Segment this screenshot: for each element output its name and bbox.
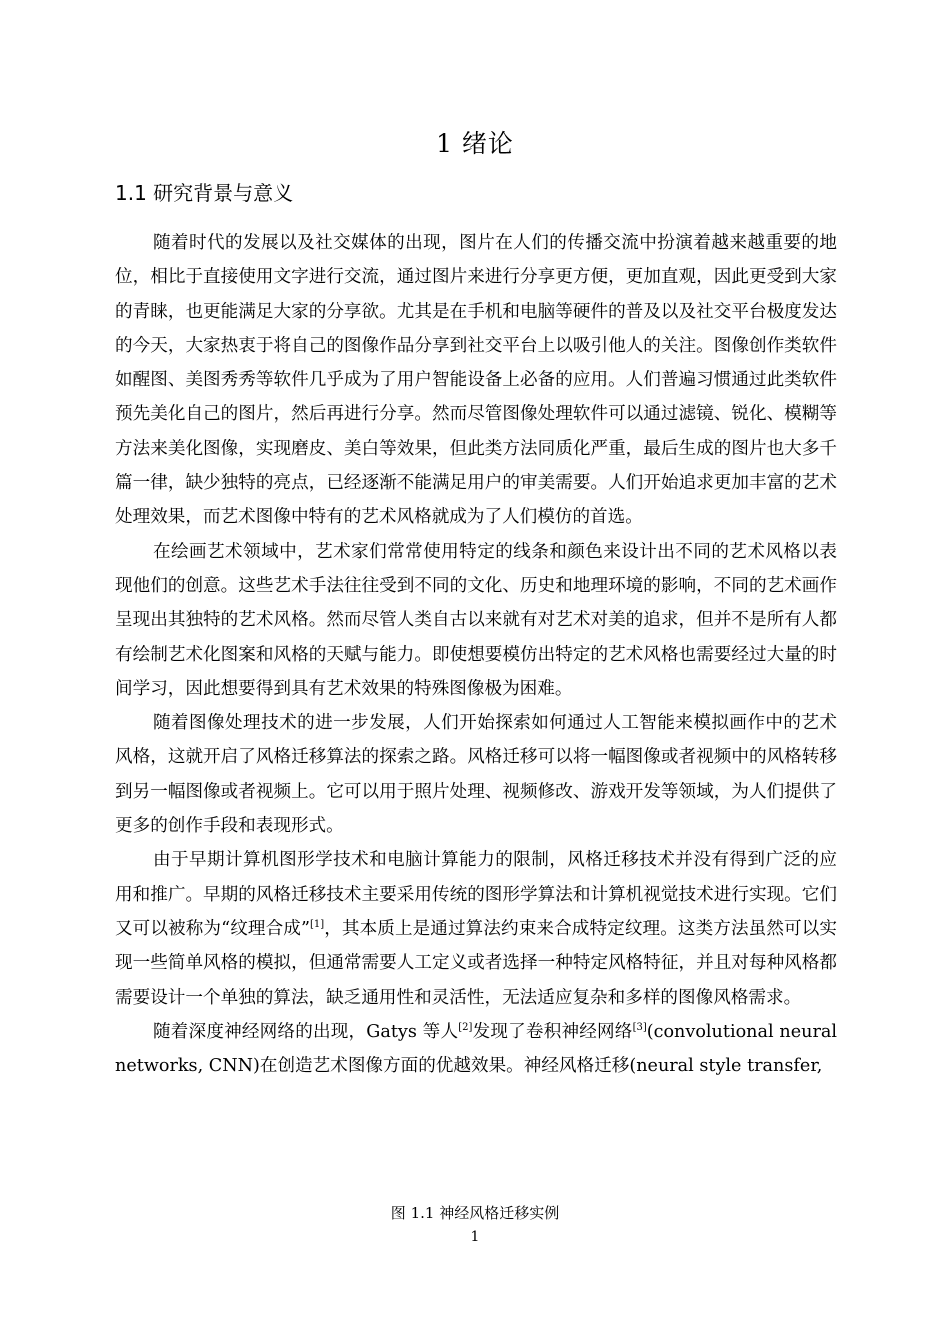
paragraph-4: [115, 843, 837, 1014]
body-text: [115, 226, 837, 1083]
figure-caption: 图 1.1 神经风格迁移实例: [390, 1204, 560, 1222]
paragraph-3: 随着图像处理技术的进一步发展，人们开始探索如何通过人工智能来模拟画作中的艺术风格，这就开启了风格迁移算法的探索之路。风格迁移可以将一幅图像或者视频中的风格转移到另一幅图像或者视频上。它可以用于照片处理、视频修改、游戏开发等领域，为人们提供了更多的创作手段和表现形式。: [115, 713, 837, 837]
chapter-title: 1 绪论: [436, 129, 514, 158]
paragraph-5-text-b: 发现了卷积神经网络: [472, 1021, 633, 1042]
paragraph-5: [115, 1015, 837, 1084]
paragraph-2: 在绘画艺术领域中，艺术家们常常使用特定的线条和颜色来设计出不同的艺术风格以表现他们的创意。这些艺术手法往往受到不同的文化、历史和地理环境的影响，不同的艺术画作呈现出其独特的艺术风格。然而尽管人类自古以来就有对艺术对美的追求，但并不是所有人都有绘制艺术化图案和风格的天赋与能力。即使想要模仿出特定的艺术风格也需要经过大量的时间学习，因此想要得到具有艺术效果的特殊图像极为困难。: [115, 541, 837, 699]
paragraph-1: 随着时代的发展以及社交媒体的出现，图片在人们的传播交流中扮演着越来越重要的地位，相比于直接使用文字进行交流，通过图片来进行分享更方便，更加直观，因此更受到大家的青睐，也更能满足大家的分享欲。尤其是在手机和电脑等硬件的普及以及社交平台极度发达的今天，大家热衷于将自己的图像作品分享到社交平台上以吸引他人的关注。图像创作类软件如醒图、美图秀秀等软件几乎成为了用户智能设备上必备的应用。人们普遍习惯通过此类软件预先美化自己的图片，然后再进行分享。然而尽管图像处理软件可以通过滤镜、锐化、模糊等方法来美化图像，实现磨皮、美白等效果，但此类方法同质化严重，最后生成的图片也大多千篇一律，缺少独特的亮点，已经逐渐不能满足用户的审美需要。人们开始追求更加丰富的艺术处理效果，而艺术图像中特有的艺术风格就成为了人们模仿的首选。: [115, 233, 837, 528]
citation-ref[interactable]: [2]: [458, 1021, 473, 1033]
paragraph-5-text-a: 随着深度神经网络的出现，Gatys 等人: [153, 1021, 459, 1042]
paragraph-4-text-b: ，其本质上是通过算法约束来合成特定纹理。这类方法虽然可以实现一些简单风格的模拟，但通常需要人工定义或者选择一种特定风格特征，并且对每种风格都需要设计一个单独的算法，缺乏通用性和灵活性，无法适应复杂和多样的图像风格需求。: [115, 918, 837, 1008]
citation-ref[interactable]: [1]: [309, 919, 325, 931]
paragraph-4-text-a: 由于早期计算机图形学技术和电脑计算能力的限制，风格迁移技术并没有得到广泛的应用和推广。早期的风格迁移技术主要采用传统的图形学算法和计算机视觉技术进行实现。它们又可以被称为“纹理合成”: [115, 850, 837, 939]
citation-ref[interactable]: [3]: [632, 1021, 647, 1033]
page-number: 1: [470, 1229, 480, 1245]
section-title: 1.1 研究背景与意义: [115, 181, 294, 205]
paragraph-5-text-c: (convolutional neural networks, CNN)在创造艺术图像方面的优越效果。神经风格迁移(neural style transfer,: [115, 1021, 837, 1077]
